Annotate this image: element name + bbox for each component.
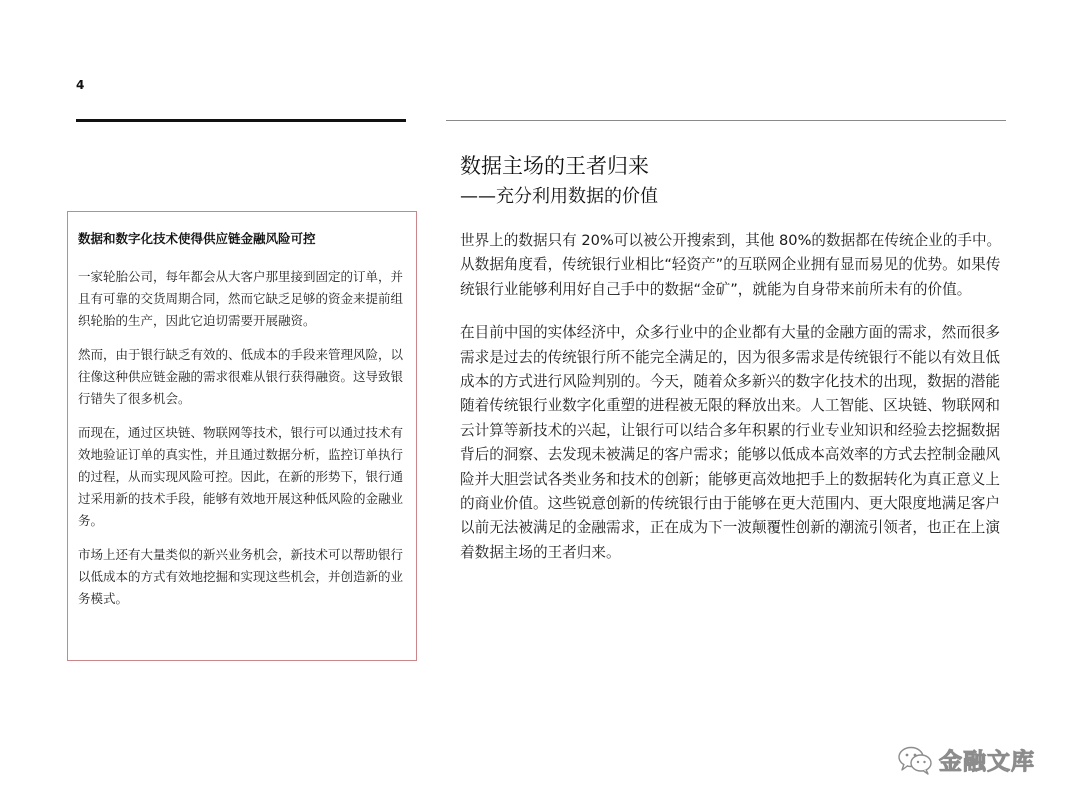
right-header-rule xyxy=(446,120,1006,121)
sidebar-paragraph-4: 市场上还有大量类似的新兴业务机会，新技术可以帮助银行以低成本的方式有效地挖掘和实现这些机会，并创造新的业务模式。 xyxy=(78,547,404,606)
main-paragraph-1: 世界上的数据只有 20%可以被公开搜索到，其他 80%的数据都在传统企业的手中。从数据角度看，传统银行业相比“轻资产”的互联网企业拥有显而易见的优势。如果传统银行业能够利用好自己手中的数据“金矿”，就能为自身带来前所未有的价值。 xyxy=(460,232,1002,298)
sidebar-paragraph-1: 一家轮胎公司，每年都会从大客户那里接到固定的订单，并且有可靠的交货周期合同，然而它缺乏足够的资金来提前组织轮胎的生产，因此它迫切需要开展融资。 xyxy=(78,269,404,328)
wechat-icon xyxy=(897,745,933,775)
watermark-text: 金融文库 xyxy=(939,749,1035,775)
main-title: 数据主场的王者归来 xyxy=(460,154,649,178)
sidebar-paragraph-3: 而现在，通过区块链、物联网等技术，银行可以通过技术有效地验证订单的真实性，并且通过数据分析，监控订单执行的过程，从而实现风险可控。因此，在新的形势下，银行通过采用新的技术手段，能够有效地开展这种低风险的金融业务。 xyxy=(78,425,404,528)
sidebar-case-box xyxy=(67,211,417,661)
main-subtitle: ——充分利用数据的价值 xyxy=(460,186,658,207)
left-header-rule xyxy=(76,119,406,122)
main-body xyxy=(460,229,1008,584)
watermark xyxy=(897,743,1035,776)
sidebar-paragraph-2: 然而，由于银行缺乏有效的、低成本的手段来管理风险，以往像这种供应链金融的需求很难从银行获得融资。这导致银行错失了很多机会。 xyxy=(78,347,404,406)
page-number: 4 xyxy=(76,78,85,92)
sidebar-title: 数据和数字化技术使得供应链金融风险可控 xyxy=(78,231,316,246)
main-paragraph-2: 在目前中国的实体经济中，众多行业中的企业都有大量的金融方面的需求，然而很多需求是过去的传统银行所不能完全满足的，因为很多需求是传统银行不能以有效且低成本的方式进行风险判别的。今天，随着众多新兴的数字化技术的出现，数据的潜能随着传统银行业数字化重塑的进程被无限的释放出来。人工智能、区块链、物联网和云计算等新技术的兴起，让银行可以结合多年积累的行业专业知识和经验去挖掘数据背后的洞察、去发现未被满足的客户需求；能够以低成本高效率的方式去控制金融风险并大胆尝试各类业务和技术的创新；能够更高效地把手上的数据转化为真正意义上的商业价值。这些锐意创新的传统银行由于能够在更大范围内、更大限度地满足客户以前无法被满足的金融需求，正在成为下一波颠覆性创新的潮流引领者，也正在上演着数据主场的王者归来。 xyxy=(460,324,1000,561)
